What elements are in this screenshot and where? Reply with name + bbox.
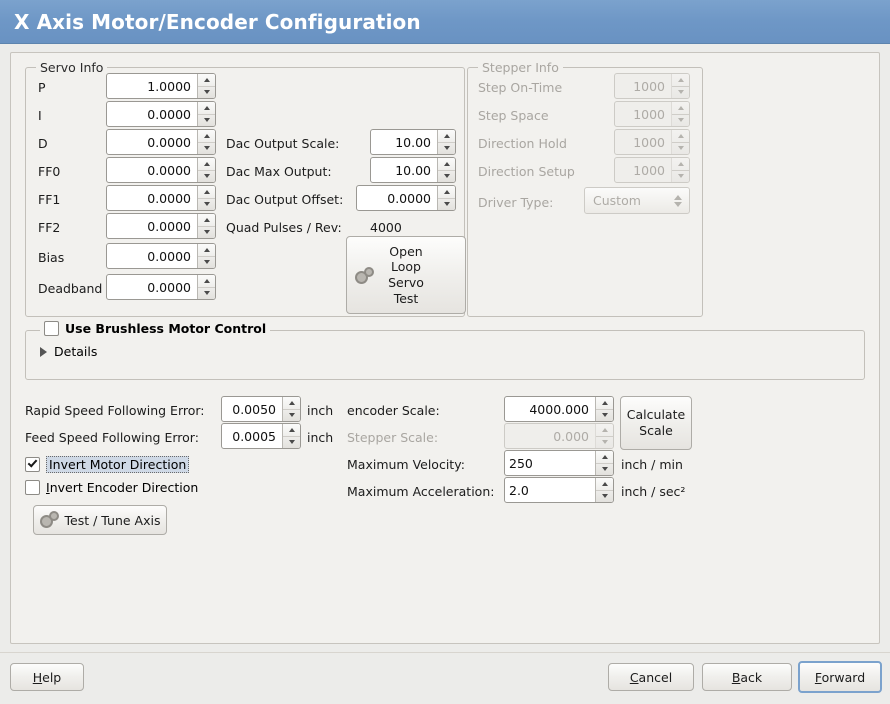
checkbox-box[interactable] — [25, 480, 40, 495]
servo-ff0-label: FF0 — [38, 164, 61, 179]
stepper-up-icon[interactable] — [198, 214, 215, 226]
test-tune-axis-label: Test / Tune Axis — [64, 512, 161, 528]
help-button[interactable] — [10, 663, 84, 691]
calculate-scale-button[interactable] — [620, 396, 692, 450]
stepper-up-icon — [672, 130, 689, 142]
stepper-down-icon[interactable] — [438, 170, 455, 183]
stepper-scale-input — [505, 424, 595, 448]
servo-i-label: I — [38, 108, 42, 123]
encoder-scale-stepper[interactable] — [595, 397, 613, 421]
direction-hold-spin — [614, 129, 690, 155]
cancel-button[interactable] — [608, 663, 694, 691]
quad-pulses-label: Quad Pulses / Rev: — [226, 220, 342, 235]
servo-bias-spin[interactable] — [106, 243, 216, 269]
back-button[interactable] — [702, 663, 792, 691]
stepper-down-icon[interactable] — [438, 142, 455, 155]
step-on-time-label: Step On-Time — [478, 80, 563, 95]
stepper-down-icon[interactable] — [283, 409, 300, 422]
rapid-following-error-stepper[interactable] — [282, 397, 300, 421]
direction-setup-label: Direction Setup — [478, 164, 575, 179]
stepper-up-icon — [672, 74, 689, 86]
open-loop-line-4: Test — [393, 290, 419, 306]
combo-arrows-icon — [674, 193, 683, 209]
use-brushless-checkbox[interactable] — [40, 321, 270, 336]
maximum-acceleration-input[interactable] — [505, 478, 595, 502]
servo-p-label: P — [38, 80, 46, 95]
stepper-up-icon — [596, 424, 613, 436]
servo-d-label: D — [38, 136, 48, 151]
chevron-right-icon[interactable] — [40, 347, 47, 357]
stepper-down-icon[interactable] — [198, 287, 215, 300]
driver-type-combo — [584, 187, 690, 214]
maximum-acceleration-spin[interactable] — [504, 477, 614, 503]
stepper-down-icon — [596, 436, 613, 449]
stepper-up-icon[interactable] — [198, 158, 215, 170]
stepper-up-icon — [672, 102, 689, 114]
cancel-label: Cancel — [629, 669, 673, 685]
calculate-scale-line-2: Scale — [639, 423, 673, 438]
feed-following-error-unit: inch — [307, 430, 334, 445]
title-bar — [0, 0, 890, 44]
details-expander[interactable] — [40, 344, 97, 359]
servo-p-input[interactable] — [107, 74, 197, 98]
servo-bias-input[interactable] — [107, 244, 197, 268]
stepper-down-icon[interactable] — [283, 436, 300, 449]
servo-deadband-input[interactable] — [107, 275, 197, 299]
feed-following-error-label: Feed Speed Following Error: — [25, 430, 199, 445]
stepper-scale-spin — [504, 423, 614, 449]
dac-max-output-stepper[interactable] — [437, 158, 455, 182]
gears-icon — [355, 267, 375, 285]
servo-ff1-stepper[interactable] — [197, 186, 215, 210]
stepper-up-icon[interactable] — [198, 186, 215, 198]
servo-ff1-input[interactable] — [107, 186, 197, 210]
servo-i-stepper[interactable] — [197, 102, 215, 126]
checkbox-box[interactable] — [25, 457, 40, 472]
dac-output-offset-spin[interactable] — [356, 185, 456, 211]
details-label: Details — [54, 344, 98, 359]
calculate-scale-line-1: Calculate — [626, 407, 686, 423]
checkbox-box[interactable] — [44, 321, 59, 336]
step-space-spin — [614, 101, 690, 127]
direction-hold-input — [615, 130, 671, 154]
dac-output-scale-label: Dac Output Scale: — [226, 136, 340, 151]
dac-output-offset-stepper[interactable] — [437, 186, 455, 210]
open-loop-servo-test-button[interactable] — [346, 236, 466, 314]
encoder-scale-spin[interactable] — [504, 396, 614, 422]
servo-ff1-label: FF1 — [38, 192, 61, 207]
rapid-following-error-spin[interactable] — [221, 396, 301, 422]
feed-following-error-stepper[interactable] — [282, 424, 300, 448]
dac-output-scale-spin[interactable] — [370, 129, 456, 155]
stepper-up-icon — [672, 158, 689, 170]
back-label: Back — [731, 669, 763, 685]
dac-max-output-label: Dac Max Output: — [226, 164, 332, 179]
servo-i-input[interactable] — [107, 102, 197, 126]
step-on-time-input — [615, 74, 671, 98]
stepper-up-icon[interactable] — [596, 451, 613, 463]
servo-i-spin[interactable] — [106, 101, 216, 127]
stepper-down-icon[interactable] — [198, 142, 215, 155]
stepper-down-icon — [672, 170, 689, 183]
use-brushless-label: Use Brushless Motor Control — [65, 321, 267, 336]
gears-icon — [40, 511, 60, 529]
rapid-following-error-unit: inch — [307, 403, 334, 418]
stepper-down-icon[interactable] — [596, 409, 613, 422]
stepper-up-icon[interactable] — [283, 424, 300, 436]
encoder-scale-label: encoder Scale: — [347, 403, 440, 418]
step-on-time-spin — [614, 73, 690, 99]
servo-d-spin[interactable] — [106, 129, 216, 155]
feed-following-error-spin[interactable] — [221, 423, 301, 449]
invert-encoder-direction-label: Invert Encoder Direction — [46, 480, 199, 495]
servo-ff2-label: FF2 — [38, 220, 61, 235]
feed-following-error-input[interactable] — [222, 424, 282, 448]
stepper-scale-label: Stepper Scale: — [347, 430, 439, 445]
stepper-down-icon[interactable] — [198, 256, 215, 269]
servo-deadband-label: Deadband — [38, 281, 103, 296]
stepper-down-icon[interactable] — [596, 490, 613, 503]
servo-d-input[interactable] — [107, 130, 197, 154]
forward-label: Forward — [814, 669, 866, 685]
stepper-info-legend: Stepper Info — [478, 60, 563, 75]
maximum-acceleration-unit: inch / sec² — [621, 484, 686, 499]
stepper-down-icon[interactable] — [198, 226, 215, 239]
stepper-down-icon[interactable] — [198, 86, 215, 99]
open-loop-line-2: Loop — [391, 259, 421, 275]
stepper-up-icon[interactable] — [198, 74, 215, 86]
stepper-up-icon[interactable] — [283, 397, 300, 409]
direction-setup-input — [615, 158, 671, 182]
stepper-info-group — [467, 60, 703, 317]
maximum-velocity-spin[interactable] — [504, 450, 614, 476]
direction-hold-label: Direction Hold — [478, 136, 567, 151]
servo-deadband-spin[interactable] — [106, 274, 216, 300]
stepper-up-icon[interactable] — [438, 186, 455, 198]
maximum-velocity-input[interactable] — [505, 451, 595, 475]
stepper-scale-stepper — [595, 424, 613, 448]
stepper-down-icon[interactable] — [198, 170, 215, 183]
stepper-down-icon — [672, 114, 689, 127]
invert-encoder-direction-checkbox[interactable] — [25, 480, 198, 495]
stepper-up-icon[interactable] — [438, 158, 455, 170]
quad-pulses-value: 4000 — [370, 220, 402, 235]
driver-type-label: Driver Type: — [478, 195, 554, 210]
help-label: Help — [32, 669, 62, 685]
dac-max-output-input[interactable] — [371, 158, 437, 182]
main-panel — [10, 52, 880, 644]
stepper-down-icon[interactable] — [438, 198, 455, 211]
servo-bias-label: Bias — [38, 250, 65, 265]
servo-deadband-stepper[interactable] — [197, 275, 215, 299]
window-title: X Axis Motor/Encoder Configuration — [14, 9, 421, 34]
direction-setup-stepper — [671, 158, 689, 182]
stepper-up-icon[interactable] — [198, 275, 215, 287]
stepper-up-icon[interactable] — [596, 397, 613, 409]
stepper-up-icon[interactable] — [198, 130, 215, 142]
stepper-down-icon — [672, 86, 689, 99]
direction-setup-spin — [614, 157, 690, 183]
brushless-group — [25, 321, 865, 380]
driver-type-value: Custom — [593, 193, 641, 208]
step-space-stepper — [671, 102, 689, 126]
servo-p-spin[interactable] — [106, 73, 216, 99]
open-loop-line-3: Servo — [388, 275, 424, 290]
open-loop-line-1: Open — [389, 243, 423, 259]
servo-bias-stepper[interactable] — [197, 244, 215, 268]
step-space-label: Step Space — [478, 108, 549, 123]
maximum-acceleration-stepper[interactable] — [595, 478, 613, 502]
servo-ff0-input[interactable] — [107, 158, 197, 182]
stepper-up-icon[interactable] — [596, 478, 613, 490]
invert-motor-direction-checkbox[interactable] — [25, 457, 189, 472]
servo-p-stepper[interactable] — [197, 74, 215, 98]
window-content — [0, 44, 890, 652]
dac-output-offset-label: Dac Output Offset: — [226, 192, 344, 207]
dac-max-output-spin[interactable] — [370, 157, 456, 183]
servo-ff2-spin[interactable] — [106, 213, 216, 239]
dac-output-scale-stepper[interactable] — [437, 130, 455, 154]
servo-ff2-stepper[interactable] — [197, 214, 215, 238]
dac-output-offset-input[interactable] — [357, 186, 437, 210]
rapid-following-error-input[interactable] — [222, 397, 282, 421]
footer-bar — [0, 652, 890, 704]
rapid-following-error-label: Rapid Speed Following Error: — [25, 403, 205, 418]
test-tune-axis-button[interactable] — [33, 505, 167, 535]
stepper-down-icon[interactable] — [198, 114, 215, 127]
invert-motor-direction-label: Invert Motor Direction — [46, 456, 189, 473]
servo-info-group — [25, 60, 465, 317]
dac-output-scale-input[interactable] — [371, 130, 437, 154]
step-on-time-stepper — [671, 74, 689, 98]
stepper-up-icon[interactable] — [438, 130, 455, 142]
stepper-down-icon — [672, 142, 689, 155]
servo-ff2-input[interactable] — [107, 214, 197, 238]
encoder-scale-input[interactable] — [505, 397, 595, 421]
stepper-up-icon[interactable] — [198, 244, 215, 256]
maximum-velocity-stepper[interactable] — [595, 451, 613, 475]
servo-ff0-stepper[interactable] — [197, 158, 215, 182]
servo-info-legend: Servo Info — [36, 60, 107, 75]
stepper-down-icon[interactable] — [198, 198, 215, 211]
stepper-down-icon[interactable] — [596, 463, 613, 476]
maximum-velocity-label: Maximum Velocity: — [347, 457, 465, 472]
forward-button[interactable] — [798, 661, 882, 693]
servo-ff0-spin[interactable] — [106, 157, 216, 183]
servo-d-stepper[interactable] — [197, 130, 215, 154]
servo-ff1-spin[interactable] — [106, 185, 216, 211]
direction-hold-stepper — [671, 130, 689, 154]
maximum-velocity-unit: inch / min — [621, 457, 683, 472]
step-space-input — [615, 102, 671, 126]
stepper-up-icon[interactable] — [198, 102, 215, 114]
maximum-acceleration-label: Maximum Acceleration: — [347, 484, 495, 499]
